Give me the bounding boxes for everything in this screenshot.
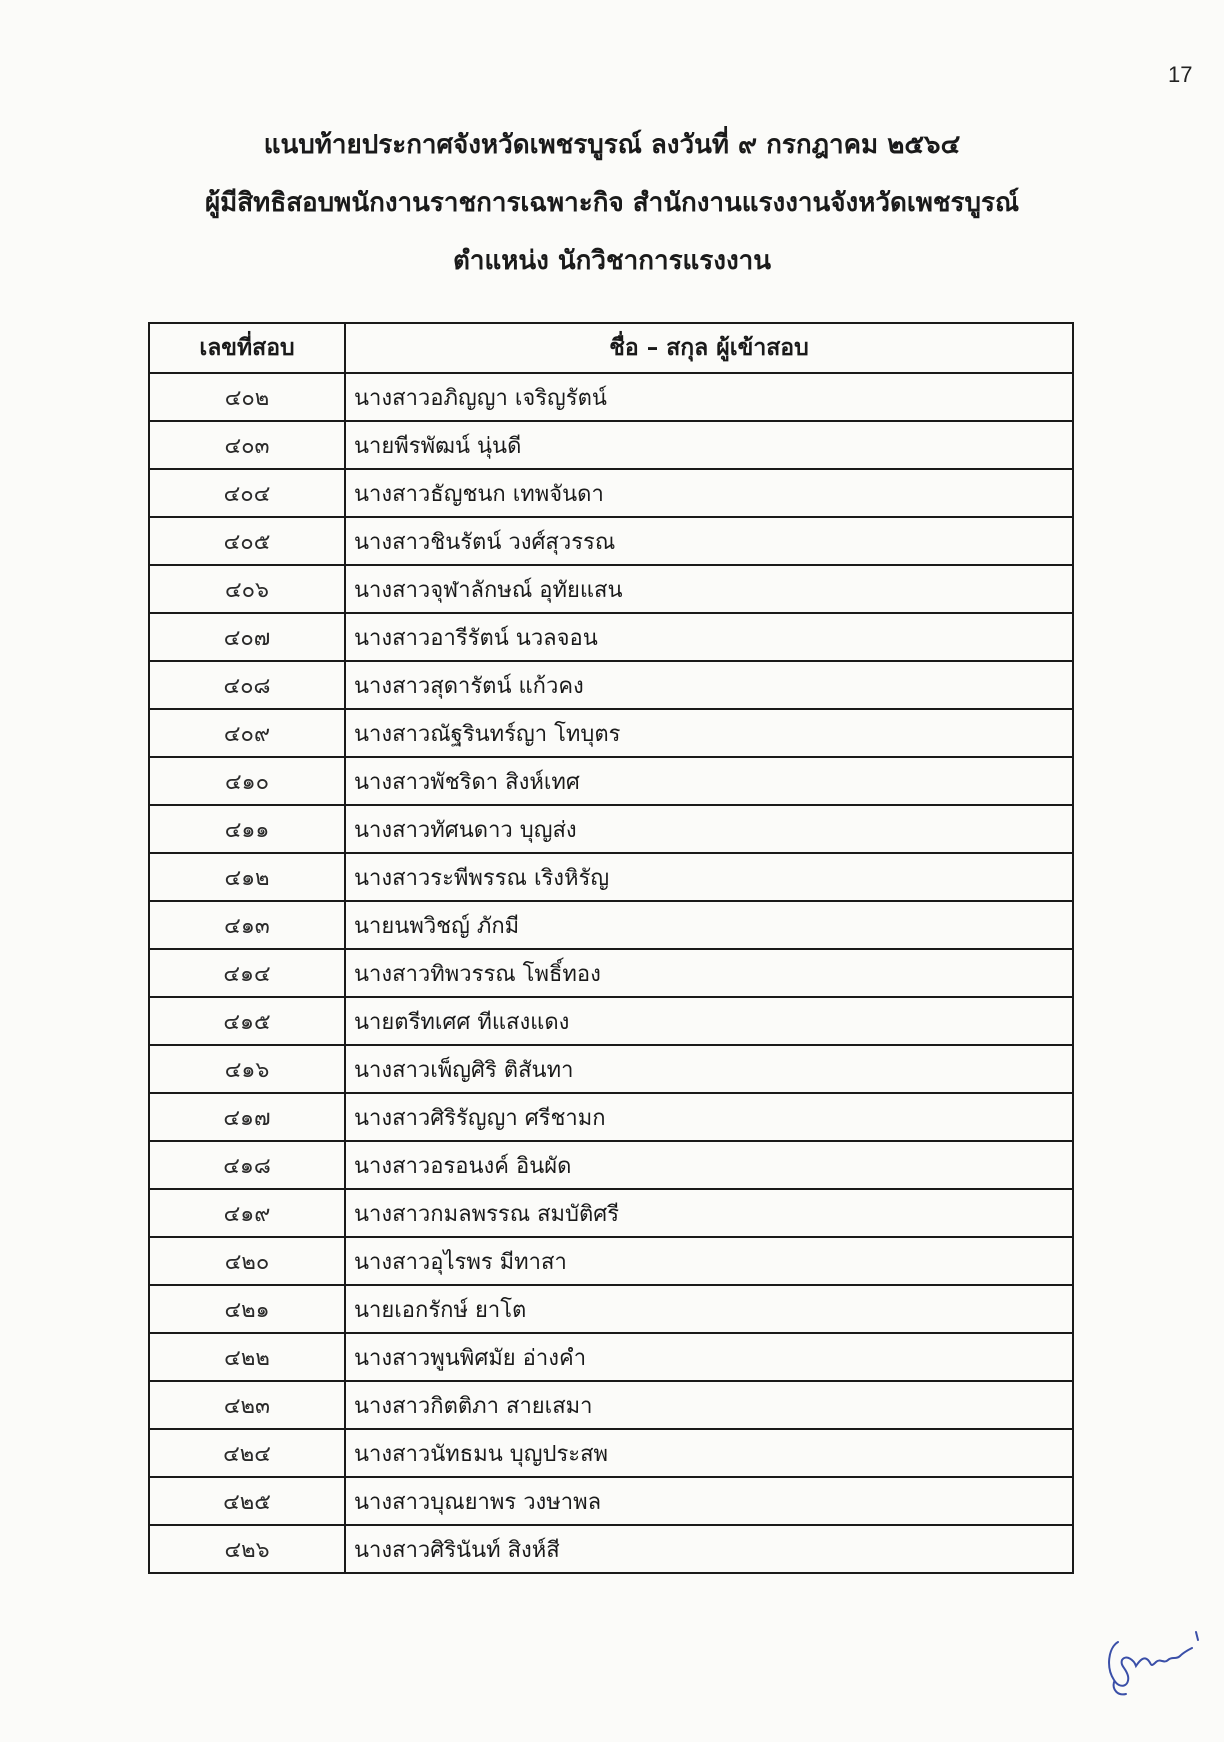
candidate-name-cell: นายเอกรักษ์ ยาโต bbox=[345, 1285, 1073, 1333]
handwritten-signature bbox=[1100, 1620, 1210, 1700]
candidate-name-cell: นางสาวอรอนงค์ อินผัด bbox=[345, 1141, 1073, 1189]
exam-number-cell: ๔๒๖ bbox=[149, 1525, 345, 1573]
exam-number-cell: ๔๑๑ bbox=[149, 805, 345, 853]
column-header-candidate-name: ชื่อ – สกุล ผู้เข้าสอบ bbox=[345, 323, 1073, 373]
exam-number-cell: ๔๒๔ bbox=[149, 1429, 345, 1477]
exam-number-cell: ๔๑๐ bbox=[149, 757, 345, 805]
exam-number-cell: ๔๐๙ bbox=[149, 709, 345, 757]
table-header-row bbox=[149, 323, 1073, 373]
table-row bbox=[149, 949, 1073, 997]
table-row bbox=[149, 1237, 1073, 1285]
candidate-name-cell: นายนพวิชญ์ ภักมี bbox=[345, 901, 1073, 949]
exam-number-cell: ๔๑๖ bbox=[149, 1045, 345, 1093]
candidate-name-cell: นางสาวระพีพรรณ เริงหิรัญ bbox=[345, 853, 1073, 901]
table-row bbox=[149, 805, 1073, 853]
candidate-table-container bbox=[148, 322, 1072, 1574]
candidate-name-cell: นางสาวกิตติภา สายเสมา bbox=[345, 1381, 1073, 1429]
header-line-position: ตำแหน่ง นักวิชาการแรงงาน bbox=[452, 246, 772, 276]
candidate-name-cell: นางสาวพูนพิศมัย อ่างคำ bbox=[345, 1333, 1073, 1381]
exam-number-cell: ๔๐๗ bbox=[149, 613, 345, 661]
candidate-name-cell: นางสาวอารีรัตน์ นวลจอน bbox=[345, 613, 1073, 661]
candidate-name-cell: นางสาวอภิญญา เจริญรัตน์ bbox=[345, 373, 1073, 421]
table-row bbox=[149, 1477, 1073, 1525]
exam-number-cell: ๔๑๒ bbox=[149, 853, 345, 901]
table-row bbox=[149, 373, 1073, 421]
column-header-exam-number: เลขที่สอบ bbox=[149, 323, 345, 373]
exam-number-cell: ๔๑๕ bbox=[149, 997, 345, 1045]
table-row bbox=[149, 757, 1073, 805]
exam-number-cell: ๔๐๘ bbox=[149, 661, 345, 709]
candidate-name-cell: นางสาวศิริรัญญา ศรีชามก bbox=[345, 1093, 1073, 1141]
candidate-name-cell: นางสาวจุฬาลักษณ์ อุทัยแสน bbox=[345, 565, 1073, 613]
table-row bbox=[149, 1525, 1073, 1573]
header-line-announcement: แนบท้ายประกาศจังหวัดเพชรบูรณ์ ลงวันที่ ๙ กรกฎาคม ๒๕๖๔ bbox=[263, 130, 961, 160]
table-row bbox=[149, 1141, 1073, 1189]
exam-number-cell: ๔๒๒ bbox=[149, 1333, 345, 1381]
candidate-name-cell: นางสาวศิรินันท์ สิงห์สี bbox=[345, 1525, 1073, 1573]
candidate-name-cell: นางสาวอุไรพร มีทาสา bbox=[345, 1237, 1073, 1285]
exam-number-cell: ๔๑๗ bbox=[149, 1093, 345, 1141]
table-row bbox=[149, 1381, 1073, 1429]
table-row bbox=[149, 565, 1073, 613]
table-row bbox=[149, 1093, 1073, 1141]
candidate-name-cell: นางสาวกมลพรรณ สมบัติศรี bbox=[345, 1189, 1073, 1237]
table-row bbox=[149, 853, 1073, 901]
exam-number-cell: ๔๑๙ bbox=[149, 1189, 345, 1237]
table-body bbox=[149, 373, 1073, 1573]
exam-number-cell: ๔๑๘ bbox=[149, 1141, 345, 1189]
candidate-name-cell: นายพีรพัฒน์ นุ่นดี bbox=[345, 421, 1073, 469]
candidate-name-cell: นางสาวบุณยาพร วงษาพล bbox=[345, 1477, 1073, 1525]
document-header bbox=[0, 116, 1224, 290]
table-row bbox=[149, 469, 1073, 517]
table-row bbox=[149, 517, 1073, 565]
candidate-name-cell: นางสาวทิพวรรณ โพธิ์ทอง bbox=[345, 949, 1073, 997]
candidate-name-cell: นางสาวณัฐรินทร์ญา โทบุตร bbox=[345, 709, 1073, 757]
table-row bbox=[149, 1429, 1073, 1477]
candidate-name-cell: นางสาวธัญชนก เทพจันดา bbox=[345, 469, 1073, 517]
exam-number-cell: ๔๐๕ bbox=[149, 517, 345, 565]
candidate-table bbox=[148, 322, 1074, 1574]
exam-number-cell: ๔๒๐ bbox=[149, 1237, 345, 1285]
candidate-name-cell: นางสาวพัชริดา สิงห์เทศ bbox=[345, 757, 1073, 805]
header-line-eligible: ผู้มีสิทธิสอบพนักงานราชการเฉพาะกิจ สำนักงานแรงงานจังหวัดเพชรบูรณ์ bbox=[204, 188, 1020, 218]
exam-number-cell: ๔๐๒ bbox=[149, 373, 345, 421]
table-row bbox=[149, 661, 1073, 709]
table-row bbox=[149, 901, 1073, 949]
exam-number-cell: ๔๒๓ bbox=[149, 1381, 345, 1429]
table-row bbox=[149, 997, 1073, 1045]
table-row bbox=[149, 709, 1073, 757]
candidate-name-cell: นายตรีทเศศ ทีแสงแดง bbox=[345, 997, 1073, 1045]
exam-number-cell: ๔๐๓ bbox=[149, 421, 345, 469]
table-row bbox=[149, 421, 1073, 469]
exam-number-cell: ๔๒๑ bbox=[149, 1285, 345, 1333]
exam-number-cell: ๔๑๔ bbox=[149, 949, 345, 997]
table-row bbox=[149, 1045, 1073, 1093]
exam-number-cell: ๔๑๓ bbox=[149, 901, 345, 949]
table-row bbox=[149, 613, 1073, 661]
candidate-name-cell: นางสาวสุดารัตน์ แก้วคง bbox=[345, 661, 1073, 709]
exam-number-cell: ๔๐๖ bbox=[149, 565, 345, 613]
table-row bbox=[149, 1189, 1073, 1237]
table-row bbox=[149, 1285, 1073, 1333]
candidate-name-cell: นางสาวทัศนดาว บุญส่ง bbox=[345, 805, 1073, 853]
candidate-name-cell: นางสาวเพ็ญศิริ ติสันทา bbox=[345, 1045, 1073, 1093]
candidate-name-cell: นางสาวนัทธมน บุญประสพ bbox=[345, 1429, 1073, 1477]
table-row bbox=[149, 1333, 1073, 1381]
exam-number-cell: ๔๐๔ bbox=[149, 469, 345, 517]
page-number: 17 bbox=[1168, 62, 1193, 87]
exam-number-cell: ๔๒๕ bbox=[149, 1477, 345, 1525]
candidate-name-cell: นางสาวชินรัตน์ วงศ์สุวรรณ bbox=[345, 517, 1073, 565]
